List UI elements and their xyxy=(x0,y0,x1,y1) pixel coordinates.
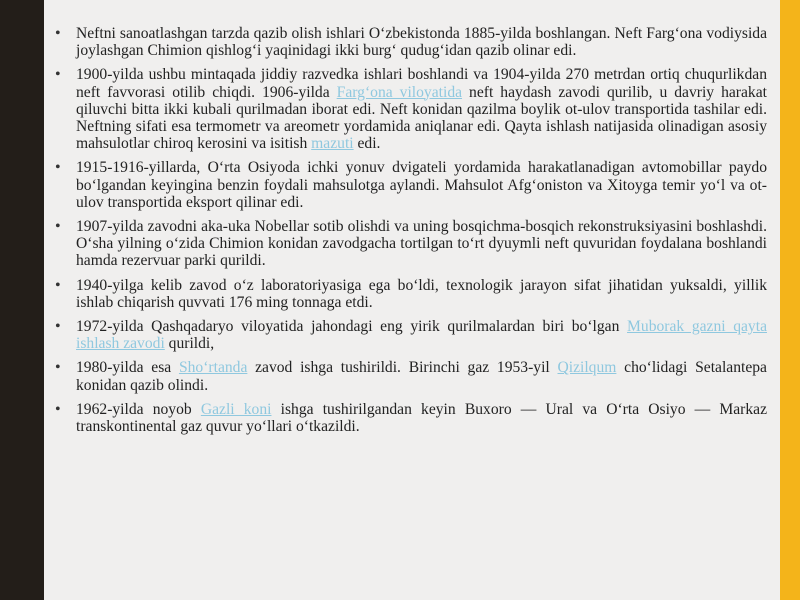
inline-link[interactable]: Gazli koni xyxy=(200,400,272,418)
inline-link[interactable]: Farg‘ona viloyatida xyxy=(336,83,463,101)
paragraph-text: 1980-yilda esa xyxy=(76,359,179,377)
inline-link[interactable]: Muborak gazni qayta ishlash zavodi xyxy=(76,318,767,353)
bullet-paragraph xyxy=(54,25,767,59)
bullet-icon: • xyxy=(55,318,61,336)
bullet-icon: • xyxy=(55,66,61,84)
paragraph-text: 1900-yilda ushbu mintaqada jiddiy razvedka ishlari boshlandi va 1904-yilda 270 metrdan ortiq chuqurlikdan neft favvorasi otilib chiqdi. 1906-yilda xyxy=(76,66,767,101)
bullet-icon: • xyxy=(55,159,61,177)
inline-link[interactable]: Qizilqum xyxy=(557,359,617,377)
bullet-paragraph xyxy=(54,218,767,270)
bullet-paragraph xyxy=(54,359,767,393)
paragraph-text: 1962-yilda noyob xyxy=(76,400,201,418)
inline-link[interactable]: mazuti xyxy=(311,135,354,153)
bullet-list xyxy=(54,25,767,442)
paragraph-text: 1972-yilda Qashqadaryo viloyatida jahondagi eng yirik qurilmalardan biri bo‘lgan xyxy=(76,318,628,336)
paragraph-text: qurildi, xyxy=(164,335,215,353)
bullet-icon: • xyxy=(55,359,61,377)
paragraph-text: edi. xyxy=(353,135,381,153)
paragraph-text: 1915-1916-yillarda, O‘rta Osiyoda ichki yonuv dvigateli yordamida harakatlanadigan avtomobillar paydo bo‘lgandan keyingina benzin foydali mahsulotga aylandi. Mahsulot Afg‘oniston va Xitoyga temir yo‘l va ot-ulov transportida eksport qilinar edi. xyxy=(76,159,767,211)
paragraph-text: Neftni sanoatlashgan tarzda qazib olish ishlari O‘zbekistonda 1885-yilda boshlangan. Neft Farg‘ona vodiysida joylashgan Chimion qishlog‘i yaqinidagi ikki burg‘ qudug‘idan qazib olinar edi. xyxy=(76,25,767,60)
slide-content xyxy=(44,0,780,600)
right-decor-bar xyxy=(780,0,800,600)
bullet-icon: • xyxy=(55,276,61,294)
paragraph-text: zavod ishga tushirildi. Birinchi gaz 1953-yil xyxy=(247,359,558,377)
bullet-paragraph xyxy=(54,318,767,352)
bullet-paragraph xyxy=(54,159,767,211)
paragraph-text: 1907-yilda zavodni aka-uka Nobellar sotib olishdi va uning bosqichma-bosqich rekonstruksiyasini boshlashdi. O‘sha yilning o‘zida Chimion konidan zavodgacha tortilgan to‘rt dyuymli neft quvuridan foydalana boshlandi hamda rezervuar parki qurildi. xyxy=(76,218,767,270)
paragraph-text: cho‘lidagi Setalantepa konidan qazib olindi. xyxy=(76,359,767,394)
paragraph-text: neft haydash zavodi qurilib, u davriy harakat qiluvchi bitta ikki kubali qurilmadan iborat edi. Neft konidan qazilma boylik ot-ulov transportida tashilar edi. Neftning sifati esa termometr va areometr yordamida aniqlanar edi. Qayta ishlash natijasida olinadigan asosiy mahsulotlar chiroq kerosini va isitish xyxy=(76,83,767,153)
left-decor-bar xyxy=(0,0,44,600)
inline-link[interactable]: Sho‘rtanda xyxy=(178,359,248,377)
bullet-paragraph xyxy=(54,277,767,311)
bullet-icon: • xyxy=(55,400,61,418)
bullet-paragraph xyxy=(54,401,767,435)
paragraph-text: 1940-yilga kelib zavod o‘z laboratoriyasiga ega bo‘ldi, texnologik jarayon sifat jihatidan yuksaldi, yillik ishlab chiqarish quvvati 176 ming tonnaga etdi. xyxy=(76,276,767,311)
bullet-icon: • xyxy=(55,218,61,236)
bullet-paragraph xyxy=(54,66,767,152)
bullet-icon: • xyxy=(55,25,61,42)
paragraph-text: ishga tushirilgandan keyin Buxoro — Ural va O‘rta Osiyo — Markaz transkontinental gaz quvur yo‘llari o‘tkazildi. xyxy=(76,400,768,436)
